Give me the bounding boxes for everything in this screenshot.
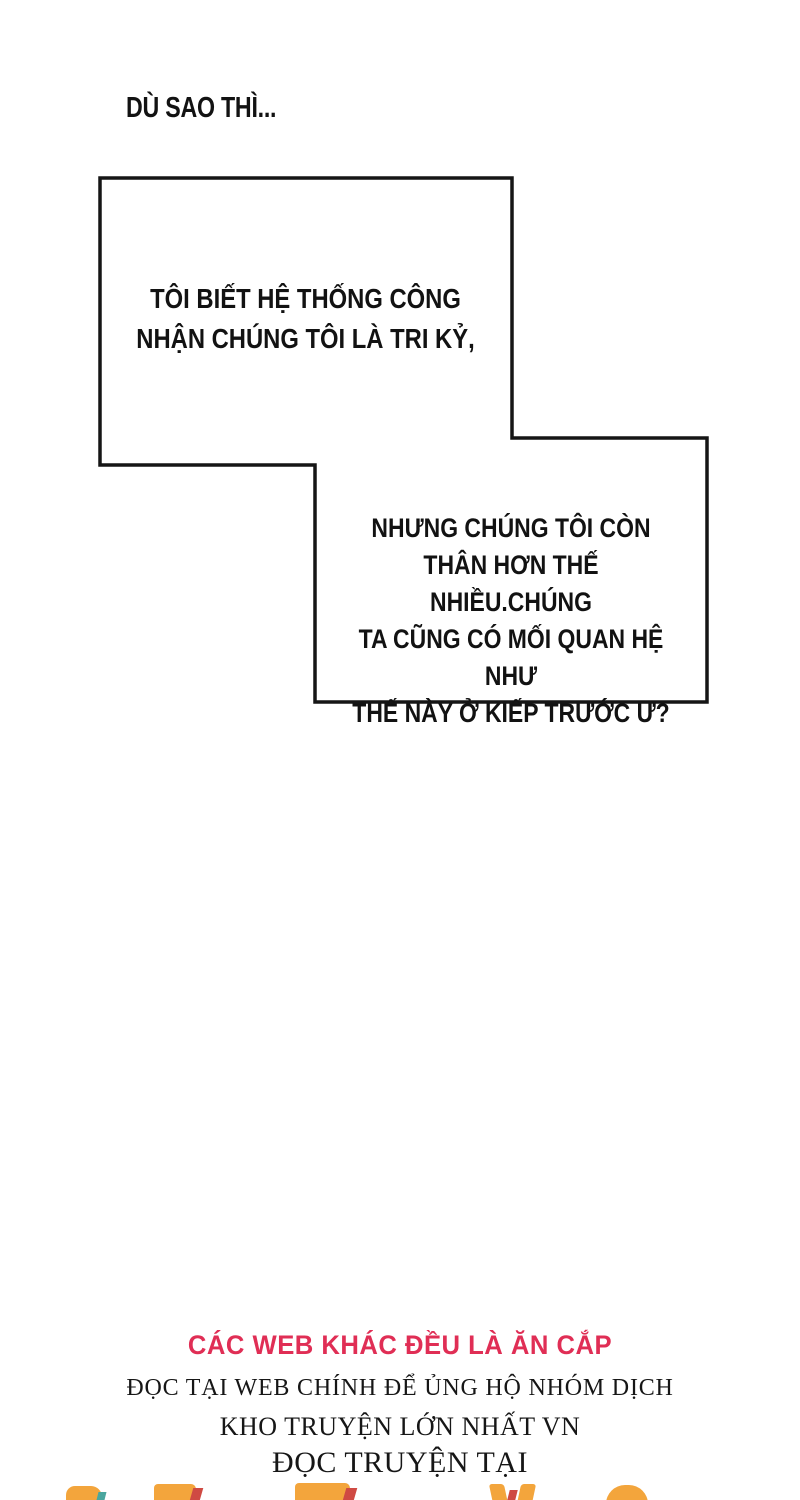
credit-headline: CÁC WEB KHÁC ĐỀU LÀ ĂN CẮP xyxy=(187,1330,613,1360)
logo-accent-red xyxy=(506,1490,517,1500)
logo-letter-o-top xyxy=(606,1485,648,1500)
speech-bubble-1-text xyxy=(130,279,481,359)
bubble1-line: NHẬN CHÚNG TÔI LÀ TRI KỶ, xyxy=(136,323,475,354)
logo-accent-red xyxy=(342,1488,358,1500)
logo-letter-t2-top xyxy=(295,1483,350,1500)
logo-accent-teal xyxy=(96,1492,107,1500)
speech-bubble-2-text xyxy=(344,510,677,732)
logo-letter-d-top xyxy=(66,1486,102,1500)
credit-line-2: KHO TRUYỆN LỚN NHẤT VN xyxy=(219,1412,581,1441)
logo-letter-w-top xyxy=(488,1484,542,1500)
logo-w-stroke xyxy=(489,1484,508,1500)
bubble2-line: NHƯNG CHÚNG TÔI CÒN xyxy=(371,513,651,543)
logo-letter-t-top xyxy=(154,1484,196,1500)
bubble2-line: THÂN HƠN THẾ NHIỀU.CHÚNG xyxy=(423,550,599,617)
logo-w-stroke xyxy=(517,1484,536,1500)
bubble1-line: TÔI BIẾT HỆ THỐNG CÔNG xyxy=(150,283,461,314)
bubble2-line: THẾ NÀY Ở KIẾP TRƯỚC Ư? xyxy=(352,698,670,728)
logo-accent-red xyxy=(189,1488,204,1500)
credit-line-1: ĐỌC TẠI WEB CHÍNH ĐỂ ỦNG HỘ NHÓM DỊCH xyxy=(126,1375,674,1401)
narration-text: DÙ SAO THÌ... xyxy=(126,92,277,124)
credit-line-3: ĐỌC TRUYỆN TẠI xyxy=(272,1446,528,1479)
bubble2-line: TA CŨNG CÓ MỐI QUAN HỆ NHƯ xyxy=(358,624,664,691)
